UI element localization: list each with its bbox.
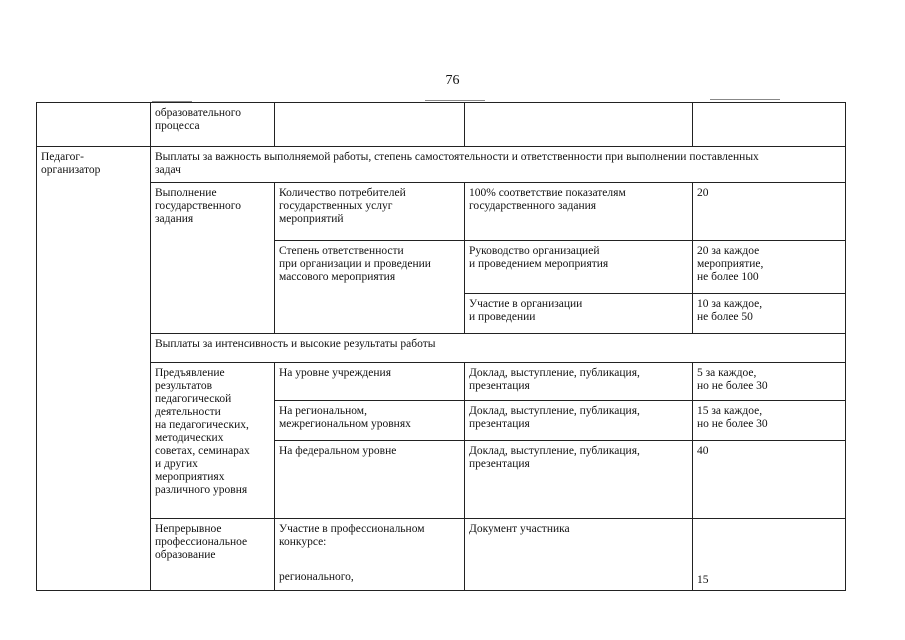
- position-cell: Педагог- организатор: [37, 147, 151, 591]
- condition-cell: Документ участника: [465, 519, 693, 591]
- indicator-cell: Участие в профессиональном конкурсе: регионального,: [275, 519, 465, 591]
- points-cell: 10 за каждое, не более 50: [693, 294, 846, 334]
- table-row: [37, 103, 846, 147]
- section-heading: Выплаты за важность выполняемой работы, степень самостоятельности и ответственности при выполнении поставленных задач: [151, 147, 846, 183]
- points-cell: 20: [693, 183, 846, 241]
- table-row: [37, 519, 846, 591]
- criterion-cell: образовательного процесса: [151, 103, 275, 147]
- position-cell: [37, 103, 151, 147]
- points-cell: 5 за каждое, но не более 30: [693, 363, 846, 401]
- indicator-cell: Степень ответственности при организации и проведении массового мероприятия: [275, 241, 465, 334]
- table-row: [37, 183, 846, 241]
- condition-cell: Доклад, выступление, публикация, презентация: [465, 363, 693, 401]
- section-heading: Выплаты за интенсивность и высокие результаты работы: [151, 334, 846, 363]
- indicator-cell: На региональном, межрегиональном уровнях: [275, 401, 465, 441]
- indicator-cell: На федеральном уровне: [275, 441, 465, 519]
- condition-cell: Доклад, выступление, публикация, презентация: [465, 441, 693, 519]
- indicator-cell: [275, 103, 465, 147]
- points-cell: [693, 103, 846, 147]
- condition-cell: [465, 103, 693, 147]
- condition-cell: 100% соответствие показателям государственного задания: [465, 183, 693, 241]
- condition-cell: Участие в организации и проведении: [465, 294, 693, 334]
- indicator-cell: Количество потребителей государственных услуг мероприятий: [275, 183, 465, 241]
- scan-mark: [710, 99, 780, 100]
- indicator-cell: На уровне учреждения: [275, 363, 465, 401]
- criterion-cell: Непрерывное профессиональное образование: [151, 519, 275, 591]
- points-cell: 20 за каждое мероприятие, не более 100: [693, 241, 846, 294]
- table-row: [37, 147, 846, 183]
- criteria-table: [36, 102, 846, 591]
- criterion-cell: Предъявление результатов педагогической деятельности на педагогических, методических советах, семинарах и других мероприятиях различного уровня: [151, 363, 275, 519]
- table-row: [37, 334, 846, 363]
- scan-mark: [425, 100, 485, 101]
- points-cell: 40: [693, 441, 846, 519]
- spacer: [279, 549, 460, 571]
- page-number: 76: [445, 73, 460, 88]
- table-row: [37, 363, 846, 401]
- criterion-cell: Выполнение государственного задания: [151, 183, 275, 334]
- points-cell: 15: [693, 519, 846, 591]
- condition-cell: Руководство организацией и проведением мероприятия: [465, 241, 693, 294]
- condition-cell: Доклад, выступление, публикация, презентация: [465, 401, 693, 441]
- points-cell: 15 за каждое, но не более 30: [693, 401, 846, 441]
